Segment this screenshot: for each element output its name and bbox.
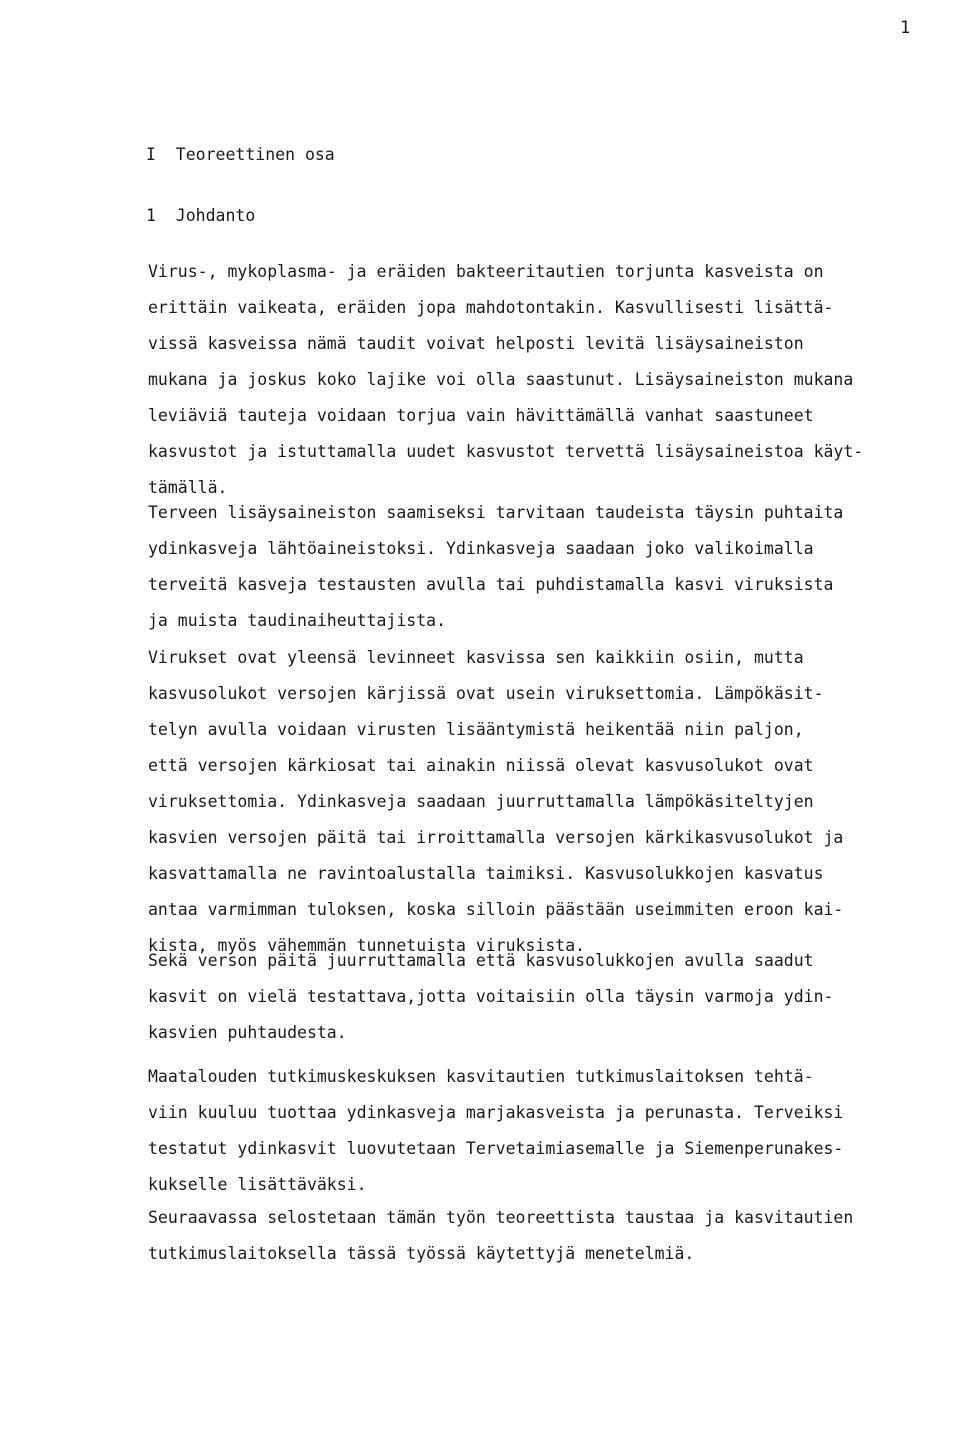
text-line: Virukset ovat yleensä levinneet kasvissa sen kaikkiin osiin, mutta (148, 648, 804, 667)
text-line: tutkimuslaitoksella tässä työssä käytettyjä menetelmiä. (148, 1244, 695, 1263)
text-line: testatut ydinkasvit luovutetaan Tervetaimiasemalle ja Siemenperunakes- (148, 1139, 844, 1158)
text-line: ja muista taudinaiheuttajista. (148, 611, 447, 630)
part-heading: I Teoreettinen osa (146, 145, 335, 164)
paragraph-intro (148, 254, 948, 506)
text-line: kasvustot ja istuttamalla uudet kasvustot tervettä lisäysaineistoa käyt- (148, 442, 864, 461)
paragraph-healthy-stock (148, 495, 948, 639)
text-line: Sekä verson päitä juurruttamalla että kasvusolukkojen avulla saadut (148, 951, 814, 970)
text-line: kasvusolukot versojen kärjissä ovat usein viruksettomia. Lämpökäsit- (148, 684, 824, 703)
text-line: tämällä. (148, 478, 228, 497)
paragraph-viruses (148, 640, 948, 964)
text-line: telyn avulla voidaan virusten lisääntymistä heikentää niin paljon, (148, 720, 804, 739)
text-line: kasvien versojen päitä tai irroittamalla versojen kärkikasvusolukot ja (148, 828, 844, 847)
text-line: kasvien puhtaudesta. (148, 1023, 347, 1042)
text-line: erittäin vaikeata, eräiden jopa mahdotontakin. Kasvullisesti lisättä- (148, 298, 834, 317)
text-line: mukana ja joskus koko lajike voi olla saastunut. Lisäysaineiston mukana (148, 370, 854, 389)
text-line: viruksettomia. Ydinkasveja saadaan juurruttamalla lämpökäsiteltyjen (148, 792, 814, 811)
text-line: Seuraavassa selostetaan tämän työn teoreettista taustaa ja kasvitautien (148, 1208, 854, 1227)
section-heading: 1 Johdanto (146, 206, 256, 225)
text-line: kukselle lisättäväksi. (148, 1175, 367, 1194)
paragraph-testing (148, 943, 948, 1051)
text-line: että versojen kärkiosat tai ainakin niissä olevat kasvusolukot ovat (148, 756, 814, 775)
text-line: Virus-, mykoplasma- ja eräiden bakteeritautien torjunta kasveista on (148, 262, 824, 281)
text-line: Maatalouden tutkimuskeskuksen kasvitautien tutkimuslaitoksen tehtä- (148, 1067, 814, 1086)
text-line: vissä kasveissa nämä taudit voivat helposti levitä lisäysaineiston (148, 334, 804, 353)
text-line: kasvit on vielä testattava,jotta voitaisiin olla täysin varmoja ydin- (148, 987, 834, 1006)
text-line: kasvattamalla ne ravintoalustalla taimiksi. Kasvusolukkojen kasvatus (148, 864, 824, 883)
page-number: 1 (900, 18, 911, 38)
text-line: ydinkasveja lähtöaineistoksi. Ydinkasveja saadaan joko valikoimalla (148, 539, 814, 558)
paragraph-research-centre (148, 1059, 948, 1203)
paragraph-outline (148, 1200, 948, 1272)
text-line: kista, myös vähemmän tunnetuista viruksista. (148, 936, 586, 955)
text-line: antaa varmimman tuloksen, koska silloin päästään useimmiten eroon kai- (148, 900, 844, 919)
text-line: Terveen lisäysaineiston saamiseksi tarvitaan taudeista täysin puhtaita (148, 503, 844, 522)
text-line: leviäviä tauteja voidaan torjua vain hävittämällä vanhat saastuneet (148, 406, 814, 425)
text-line: viin kuuluu tuottaa ydinkasveja marjakasveista ja perunasta. Terveiksi (148, 1103, 844, 1122)
text-line: terveitä kasveja testausten avulla tai puhdistamalla kasvi viruksista (148, 575, 834, 594)
